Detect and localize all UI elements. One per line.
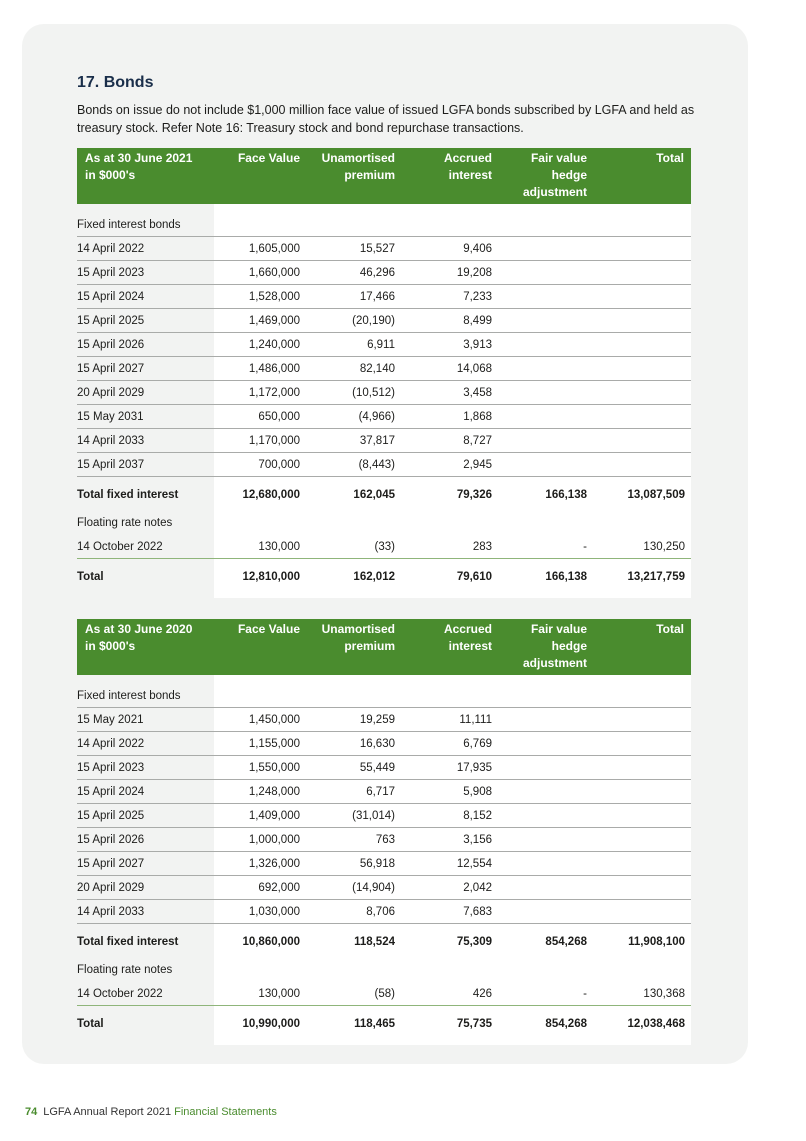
header-fair-value-hedge-text: adjustment bbox=[522, 185, 587, 199]
page-footer bbox=[25, 1106, 277, 1118]
face-value-cell: 1,450,000 bbox=[248, 714, 300, 726]
row-label: 15 April 2025 bbox=[77, 315, 145, 327]
total-cell: 130,250 bbox=[643, 541, 685, 553]
header-face-value-text: Face Value bbox=[237, 622, 300, 636]
header-accrued-interest-text: Accrued bbox=[443, 622, 492, 636]
unamortised-premium-cell: (33) bbox=[374, 541, 395, 553]
unamortised-premium-cell: 82,140 bbox=[359, 363, 395, 375]
header-accrued-interest bbox=[444, 150, 492, 184]
face-value-cell: 650,000 bbox=[258, 411, 300, 423]
table-row bbox=[77, 284, 691, 309]
face-value-cell: 1,172,000 bbox=[248, 387, 300, 399]
accrued-interest-cell: 11,111 bbox=[459, 714, 492, 726]
section-row bbox=[77, 212, 691, 237]
table-header bbox=[77, 619, 691, 675]
row-label: 15 April 2026 bbox=[77, 834, 145, 846]
total-row bbox=[77, 564, 691, 588]
unamortised-premium-cell: 8,706 bbox=[366, 906, 395, 918]
accrued-interest-cell: 2,945 bbox=[463, 459, 492, 471]
accrued-interest-cell: 7,233 bbox=[463, 291, 492, 303]
page-number: 74 bbox=[25, 1106, 38, 1118]
face-value-cell: 700,000 bbox=[258, 459, 300, 471]
table-row bbox=[77, 236, 691, 261]
accrued-interest-cell: 2,042 bbox=[463, 882, 492, 894]
row-label: 14 October 2022 bbox=[77, 541, 163, 553]
unamortised-premium-cell: 19,259 bbox=[359, 714, 395, 726]
table-row bbox=[77, 380, 691, 405]
table-row bbox=[77, 260, 691, 285]
face-value-cell: 12,680,000 bbox=[242, 489, 300, 501]
table-row bbox=[77, 731, 691, 756]
row-label: Floating rate notes bbox=[77, 964, 173, 976]
table-row bbox=[77, 428, 691, 453]
face-value-cell: 1,660,000 bbox=[248, 267, 300, 279]
unamortised-premium-cell: (10,512) bbox=[352, 387, 395, 399]
table-row bbox=[77, 452, 691, 477]
total-cell: 13,087,509 bbox=[627, 489, 685, 501]
section-title: 17. Bonds bbox=[77, 74, 154, 91]
unamortised-premium-cell: 763 bbox=[375, 834, 395, 846]
accrued-interest-cell: 19,208 bbox=[456, 267, 492, 279]
table-row bbox=[77, 803, 691, 828]
table-row bbox=[77, 356, 691, 381]
face-value-cell: 10,860,000 bbox=[242, 936, 300, 948]
fair-value-hedge-cell: 166,138 bbox=[545, 571, 587, 583]
face-value-cell: 1,528,000 bbox=[248, 291, 300, 303]
section-row bbox=[77, 510, 691, 534]
face-value-cell: 1,486,000 bbox=[248, 363, 300, 375]
header-fair-value-hedge-text: hedge bbox=[551, 168, 587, 182]
table-row bbox=[77, 851, 691, 876]
accrued-interest-cell: 8,727 bbox=[463, 435, 492, 447]
header-unamortised-premium-text: Unamortised bbox=[321, 622, 395, 636]
accrued-interest-cell: 6,769 bbox=[463, 738, 492, 750]
face-value-cell: 1,248,000 bbox=[248, 786, 300, 798]
header-fair-value-hedge bbox=[523, 621, 587, 672]
unamortised-premium-cell: 162,012 bbox=[353, 571, 395, 583]
accrued-interest-cell: 426 bbox=[472, 988, 492, 1000]
accrued-interest-cell: 3,156 bbox=[463, 834, 492, 846]
total-cell: 130,368 bbox=[643, 988, 685, 1000]
accrued-interest-cell: 7,683 bbox=[463, 906, 492, 918]
accrued-interest-cell: 75,735 bbox=[456, 1018, 492, 1030]
row-label: Total fixed interest bbox=[77, 489, 179, 501]
header-face-value bbox=[238, 150, 300, 167]
row-label: 15 April 2027 bbox=[77, 363, 145, 375]
table-row bbox=[77, 308, 691, 333]
header-fair-value-hedge bbox=[523, 150, 587, 201]
header-fair-value-hedge-text: Fair value bbox=[530, 151, 587, 165]
header-period-text: As at 30 June 2021 bbox=[85, 151, 193, 165]
header-unamortised-premium bbox=[322, 621, 395, 655]
row-label: Floating rate notes bbox=[77, 517, 173, 529]
accrued-interest-cell: 79,326 bbox=[456, 489, 492, 501]
header-unamortised-premium-text: premium bbox=[344, 168, 395, 182]
bonds-table-2020 bbox=[77, 619, 691, 1030]
face-value-cell: 1,326,000 bbox=[248, 858, 300, 870]
header-period-text: in $000's bbox=[85, 639, 136, 653]
header-total-text: Total bbox=[656, 622, 684, 636]
face-value-cell: 1,469,000 bbox=[248, 315, 300, 327]
face-value-cell: 1,000,000 bbox=[248, 834, 300, 846]
accrued-interest-cell: 79,610 bbox=[456, 571, 492, 583]
row-label: 20 April 2029 bbox=[77, 387, 145, 399]
header-accrued-interest-text: interest bbox=[448, 168, 492, 182]
row-label: 15 April 2023 bbox=[77, 267, 145, 279]
row-label: 15 May 2031 bbox=[77, 411, 144, 423]
unamortised-premium-cell: 15,527 bbox=[359, 243, 395, 255]
header-total-text: Total bbox=[656, 151, 684, 165]
row-label: 15 April 2037 bbox=[77, 459, 145, 471]
total-cell: 12,038,468 bbox=[627, 1018, 685, 1030]
row-label: 15 May 2021 bbox=[77, 714, 144, 726]
unamortised-premium-cell: (8,443) bbox=[358, 459, 395, 471]
row-label: 15 April 2024 bbox=[77, 291, 145, 303]
unamortised-premium-cell: 6,717 bbox=[366, 786, 395, 798]
accrued-interest-cell: 14,068 bbox=[456, 363, 492, 375]
unamortised-premium-cell: 46,296 bbox=[359, 267, 395, 279]
unamortised-premium-cell: (4,966) bbox=[358, 411, 395, 423]
accrued-interest-cell: 283 bbox=[472, 541, 492, 553]
unamortised-premium-cell: (20,190) bbox=[352, 315, 395, 327]
table-row bbox=[77, 875, 691, 900]
header-accrued-interest bbox=[444, 621, 492, 655]
face-value-cell: 130,000 bbox=[258, 988, 300, 1000]
total-cell: 11,908,100 bbox=[628, 936, 685, 948]
fair-value-hedge-cell: 854,268 bbox=[545, 1018, 587, 1030]
table-row bbox=[77, 779, 691, 804]
row-label: 20 April 2029 bbox=[77, 882, 145, 894]
row-label: 15 April 2025 bbox=[77, 810, 145, 822]
fair-value-hedge-cell: - bbox=[583, 988, 587, 1000]
accrued-interest-cell: 12,554 bbox=[456, 858, 492, 870]
row-label: Total bbox=[77, 1018, 104, 1030]
accrued-interest-cell: 17,935 bbox=[456, 762, 492, 774]
unamortised-premium-cell: 162,045 bbox=[353, 489, 395, 501]
total-cell: 13,217,759 bbox=[627, 571, 685, 583]
face-value-cell: 130,000 bbox=[258, 541, 300, 553]
face-value-cell: 692,000 bbox=[258, 882, 300, 894]
header-unamortised-premium bbox=[322, 150, 395, 184]
row-label: 14 April 2022 bbox=[77, 738, 145, 750]
header-period-text: As at 30 June 2020 bbox=[85, 622, 193, 636]
report-name: LGFA Annual Report 2021 bbox=[43, 1106, 172, 1118]
unamortised-premium-cell: (58) bbox=[374, 988, 395, 1000]
fair-value-hedge-cell: - bbox=[583, 541, 587, 553]
total-row bbox=[77, 929, 691, 953]
unamortised-premium-cell: 56,918 bbox=[359, 858, 395, 870]
face-value-cell: 1,030,000 bbox=[248, 906, 300, 918]
accrued-interest-cell: 9,406 bbox=[463, 243, 492, 255]
row-label: Total fixed interest bbox=[77, 936, 179, 948]
accrued-interest-cell: 3,458 bbox=[463, 387, 492, 399]
row-label: 15 April 2023 bbox=[77, 762, 145, 774]
header-unamortised-premium-text: Unamortised bbox=[321, 151, 395, 165]
row-label: 14 April 2033 bbox=[77, 906, 145, 918]
accrued-interest-cell: 8,152 bbox=[463, 810, 492, 822]
row-label: 15 April 2024 bbox=[77, 786, 145, 798]
header-period bbox=[85, 621, 192, 655]
bonds-table-2021 bbox=[77, 148, 691, 583]
header-fair-value-hedge-text: Fair value bbox=[530, 622, 587, 636]
unamortised-premium-cell: 118,465 bbox=[354, 1018, 395, 1030]
accrued-interest-cell: 1,868 bbox=[463, 411, 492, 423]
table-header bbox=[77, 148, 691, 204]
section-name: Financial Statements bbox=[174, 1106, 277, 1118]
unamortised-premium-cell: 6,911 bbox=[367, 339, 395, 351]
unamortised-premium-cell: (14,904) bbox=[352, 882, 395, 894]
header-fair-value-hedge-text: adjustment bbox=[522, 656, 587, 670]
accrued-interest-cell: 75,309 bbox=[456, 936, 492, 948]
fair-value-hedge-cell: 166,138 bbox=[545, 489, 587, 501]
table-row bbox=[77, 404, 691, 429]
table-row bbox=[77, 899, 691, 924]
accrued-interest-cell: 3,913 bbox=[463, 339, 492, 351]
total-row bbox=[77, 1011, 691, 1035]
unamortised-premium-cell: 17,466 bbox=[359, 291, 395, 303]
row-label: Total bbox=[77, 571, 104, 583]
fair-value-hedge-cell: 854,268 bbox=[545, 936, 587, 948]
row-label: 14 April 2022 bbox=[77, 243, 145, 255]
table-row bbox=[77, 981, 691, 1006]
face-value-cell: 1,409,000 bbox=[248, 810, 300, 822]
section-row bbox=[77, 957, 691, 981]
unamortised-premium-cell: 118,524 bbox=[354, 936, 395, 948]
face-value-cell: 1,605,000 bbox=[248, 243, 300, 255]
row-label: Fixed interest bonds bbox=[77, 219, 181, 231]
table-row bbox=[77, 707, 691, 732]
header-accrued-interest-text: interest bbox=[448, 639, 492, 653]
table-row bbox=[77, 827, 691, 852]
unamortised-premium-cell: (31,014) bbox=[352, 810, 395, 822]
table-row bbox=[77, 755, 691, 780]
face-value-cell: 10,990,000 bbox=[242, 1018, 300, 1030]
total-row bbox=[77, 482, 691, 506]
header-period-text: in $000's bbox=[85, 168, 136, 182]
header-total bbox=[656, 150, 684, 167]
row-label: Fixed interest bonds bbox=[77, 690, 181, 702]
row-label: 14 October 2022 bbox=[77, 988, 163, 1000]
table-row bbox=[77, 332, 691, 357]
header-accrued-interest-text: Accrued bbox=[443, 151, 492, 165]
unamortised-premium-cell: 55,449 bbox=[359, 762, 395, 774]
face-value-cell: 1,550,000 bbox=[248, 762, 300, 774]
unamortised-premium-cell: 37,817 bbox=[359, 435, 395, 447]
row-label: 15 April 2027 bbox=[77, 858, 145, 870]
header-unamortised-premium-text: premium bbox=[344, 639, 395, 653]
accrued-interest-cell: 8,499 bbox=[463, 315, 492, 327]
header-face-value-text: Face Value bbox=[237, 151, 300, 165]
face-value-cell: 1,155,000 bbox=[248, 738, 300, 750]
unamortised-premium-cell: 16,630 bbox=[359, 738, 395, 750]
face-value-cell: 1,170,000 bbox=[248, 435, 300, 447]
header-fair-value-hedge-text: hedge bbox=[551, 639, 587, 653]
accrued-interest-cell: 5,908 bbox=[463, 786, 492, 798]
header-total bbox=[656, 621, 684, 638]
table-row bbox=[77, 534, 691, 559]
row-label: 14 April 2033 bbox=[77, 435, 145, 447]
header-face-value bbox=[238, 621, 300, 638]
header-period bbox=[85, 150, 192, 184]
face-value-cell: 1,240,000 bbox=[248, 339, 300, 351]
intro-paragraph: Bonds on issue do not include $1,000 million face value of issued LGFA bonds subscribed by LGFA and held as treasury stock. Refer Note 16: Treasury stock and bond repurchase transactions. bbox=[77, 103, 695, 135]
face-value-cell: 12,810,000 bbox=[242, 571, 300, 583]
row-label: 15 April 2026 bbox=[77, 339, 145, 351]
section-row bbox=[77, 683, 691, 708]
